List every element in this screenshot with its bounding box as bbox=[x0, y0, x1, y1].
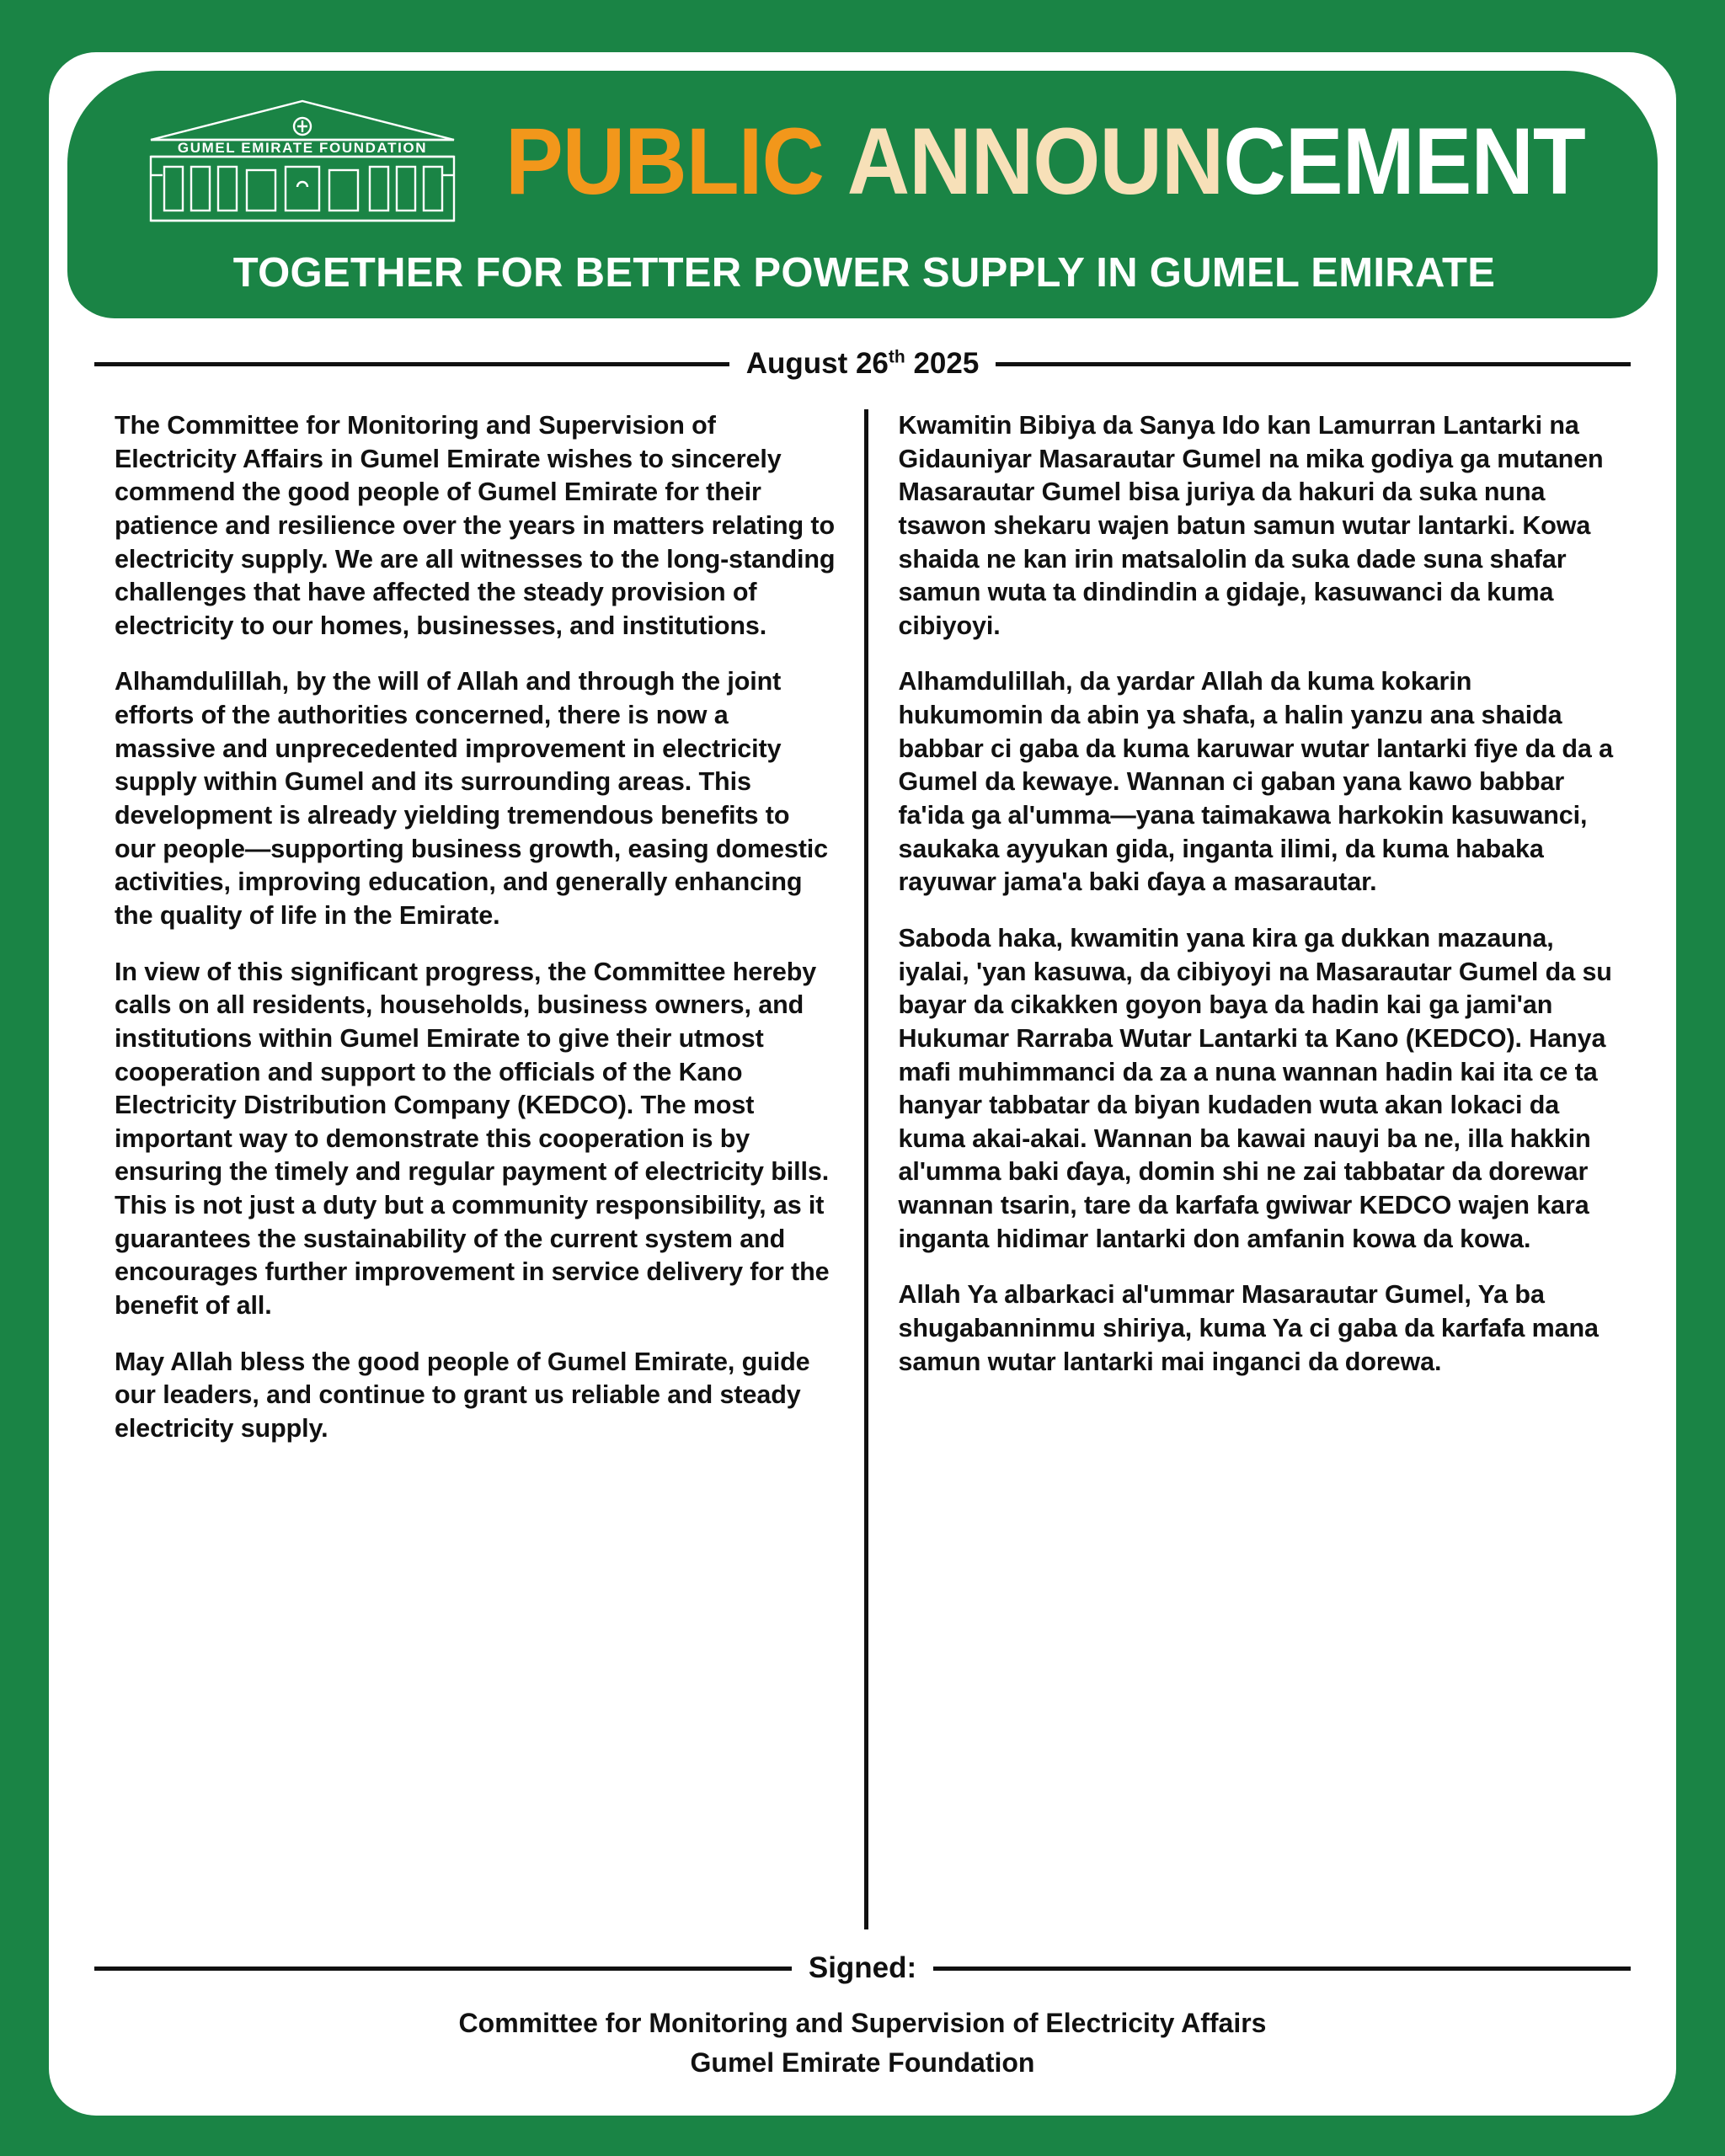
english-paragraph: Alhamdulillah, by the will of Allah and through the joint efforts of the authorities concerned, there is now a massive and unprecedented improvement in electricity supply within Gumel and its surrounding areas. This development is already yielding tremendous benefits to our people—supporting business growth, easing domestic activities, improving education, and generally enhancing the quality of life in the Emirate. bbox=[115, 667, 828, 930]
date-main: August 26 bbox=[745, 347, 889, 380]
english-paragraph: The Committee for Monitoring and Supervision of Electricity Affairs in Gumel Emirate wishes to sincerely commend the good people of Gumel Emirate for their patience and resilience over the years in matters relating to electricity supply. We are all witnesses to the long-standing challenges that have affected the steady provision of electricity to our homes, businesses, and institutions. bbox=[115, 411, 836, 640]
gumel-emirate-foundation-logo bbox=[121, 94, 483, 229]
signed-rule-left bbox=[94, 1967, 792, 1971]
signature-committee: Committee for Monitoring and Supervision of Electricity Affairs bbox=[458, 2008, 1267, 2039]
date-year: 2025 bbox=[905, 347, 980, 380]
hausa-paragraph: Alhamdulillah, da yardar Allah da kuma kokarin hukumomin da abin ya shafa, a halin yanzu ana shaida babbar ci gaba da kuma karuwar wutar lantarki fiye da da a Gumel da kewaye. Wannan ci gaban yana kawo babbar fa'ida ga al'umma—yana taimakawa harkokin kasuwanci, saukaka ayyukan gida, inganta ilimi, da kuma habaka rayuwar jama'a baki ɗaya a masarautar. bbox=[898, 667, 1614, 897]
signed-row bbox=[94, 1951, 1631, 1985]
date-rule-right bbox=[996, 362, 1631, 366]
date-row bbox=[94, 347, 1631, 381]
date-ordinal: th bbox=[888, 347, 905, 367]
header-top-row bbox=[104, 94, 1624, 229]
page-title bbox=[505, 109, 1585, 214]
logo-text: GUMEL EMIRATE FOUNDATION bbox=[177, 140, 428, 156]
hausa-column bbox=[868, 409, 1632, 1929]
signature-block bbox=[94, 2004, 1631, 2082]
hausa-paragraph: Saboda haka, kwamitin yana kira ga dukkan mazauna, iyalai, 'yan kasuwa, da cibiyoyi na Masarautar Gumel da su bayar da cikakken goyon baya da hadin kai ga jami'an Hukumar Rarraba Wutar Lantarki ta Kano (KEDCO). Hanya mafi muhimmanci da za a nuna wannan hadin kai ita ce ta hanyar tabbatar da biyan kudaden wuta akan lokaci da kuma akai-akai. Wannan ba kawai nauyi ba ne, illa hakkin al'umma baki ɗaya, domin shi ne zai tabbatar da dorewar wannan tsarin, tare da karfafa gwiwar KEDCO wajen kara inganta hidimar lantarki don amfanin kowa da kowa. bbox=[898, 923, 1612, 1253]
signed-rule-right bbox=[933, 1967, 1631, 1971]
title-word-public: PUBLIC bbox=[505, 109, 825, 214]
title-word-cement: CEMENT bbox=[1223, 109, 1585, 214]
header-subtitle: TOGETHER FOR BETTER POWER SUPPLY IN GUMEL EMIRATE bbox=[232, 250, 1496, 296]
header-wrapper bbox=[49, 52, 1676, 318]
signed-label: Signed: bbox=[808, 1951, 917, 1985]
signature-organization: Gumel Emirate Foundation bbox=[690, 2047, 1035, 2078]
header-banner bbox=[67, 71, 1658, 318]
english-paragraph: May Allah bless the good people of Gumel Emirate, guide our leaders, and continue to grant us reliable and steady electricity supply. bbox=[115, 1347, 810, 1443]
date-rule-left bbox=[94, 362, 729, 366]
english-column bbox=[94, 409, 864, 1929]
hausa-paragraph: Kwamitin Bibiya da Sanya Ido kan Lamurran Lantarki na Gidauniyar Masarautar Gumel na mika godiya ga mutanen Masarautar Gumel bisa juriya da hakuri da suka nuna tsawon shekaru wajen batun samun wutar lantarki. Kowa shaida ne kan irin matsalolin da suka dade suna shafar samun wuta ta dindindin a gidaje, kasuwanci da kuma cibiyoyi. bbox=[898, 411, 1604, 640]
announcement-date bbox=[746, 347, 980, 381]
title-word-announ: ANNOUN bbox=[846, 109, 1224, 214]
poster-card bbox=[49, 52, 1676, 2116]
body-columns bbox=[94, 409, 1631, 1929]
english-paragraph: In view of this significant progress, the Committee hereby calls on all residents, households, business owners, and institutions within Gumel Emirate to give their utmost cooperation and support to the officials of the Kano Electricity Distribution Company (KEDCO). The most important way to demonstrate this cooperation is by ensuring the timely and regular payment of electricity bills. This is not just a duty but a community responsibility, as it guarantees the sustainability of the current system and encourages further improvement in service delivery for the benefit of all. bbox=[115, 957, 830, 1321]
hausa-paragraph: Allah Ya albarkaci al'ummar Masarautar Gumel, Ya ba shugabanninmu shiriya, kuma Ya ci gaba da karfafa mana samun wutar lantarki mai inganci da dorewa. bbox=[898, 1280, 1599, 1376]
